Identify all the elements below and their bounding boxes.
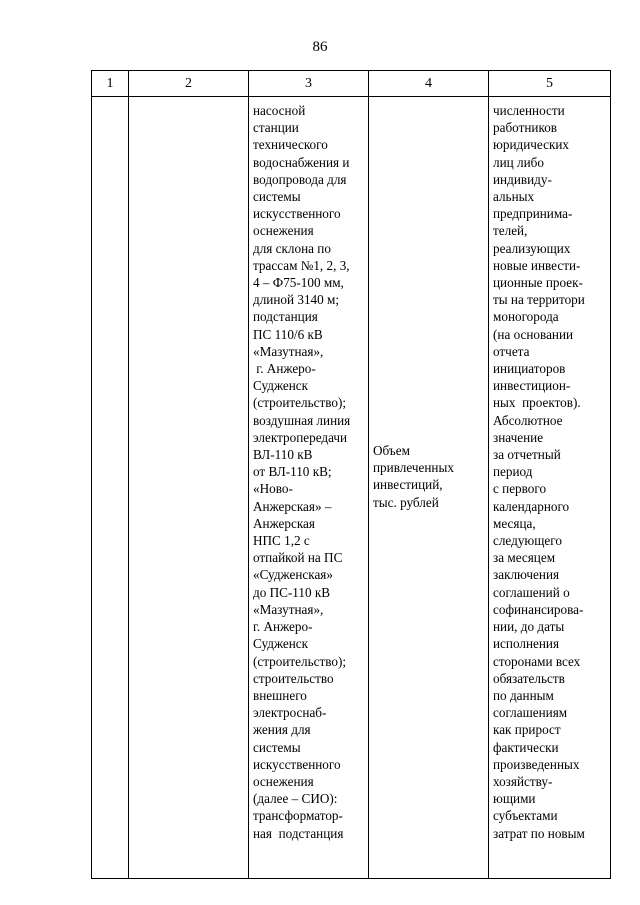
cell-column-1-text (92, 97, 128, 102)
cell-column-3 (249, 97, 369, 879)
object-description-text: насосной станции технического водоснабжения и водопровода для системы искусственного оснежения для склона по трассам №1, 2, 3, 4 – Ф75-100 мм, длиной 3140 м; подстанция ПС 110/6 кВ «Мазутная», г. Анжеро- Судженск (строительство); воздушная линия электропередачи ВЛ-110 кВ от ВЛ-110 кВ; «Ново- Анжерская» – Анжерская НПС 1,2 с отпайкой на ПС «Судженская» до ПС-110 кВ «Мазутная», г. Анжеро- Судженск (строительство); строительство внешнего электроснаб- жения для системы искусственного оснежения (далее – СИО): трансформатор- ная подстанция (253, 103, 351, 841)
table-header-row (92, 71, 611, 97)
column-header-1: 1 (92, 71, 129, 97)
indicator-name-text: Объем привлеченных инвестиций, тыс. рублей (373, 443, 454, 510)
column-header-5: 5 (489, 71, 611, 97)
calculation-method-text: численности работников юридических лиц либо индивиду- альных предпринима- телей, реализующих новые инвести- ционные проек- ты на территори моногорода (на основании отчета инициаторов инвестицион- ных проектов). Абсолютное значение за отчетный период с первого календарного месяца, следующего за месяцем заключения соглашений о софинансирова- нии, до даты исполнения сторонами всех обязательств по данным соглашениям как прирост фактически произведенных хозяйству- ющими субъектами затрат по новым (493, 103, 585, 841)
table-row (92, 97, 611, 879)
page-number: 86 (312, 39, 328, 55)
cell-column-2 (129, 97, 249, 879)
cell-column-2-text (129, 97, 248, 102)
document-table (91, 70, 611, 879)
cell-column-4 (369, 97, 489, 879)
column-header-3: 3 (249, 71, 369, 97)
cell-column-5 (489, 97, 611, 879)
column-header-2: 2 (129, 71, 249, 97)
column-header-4: 4 (369, 71, 489, 97)
cell-column-1 (92, 97, 129, 879)
